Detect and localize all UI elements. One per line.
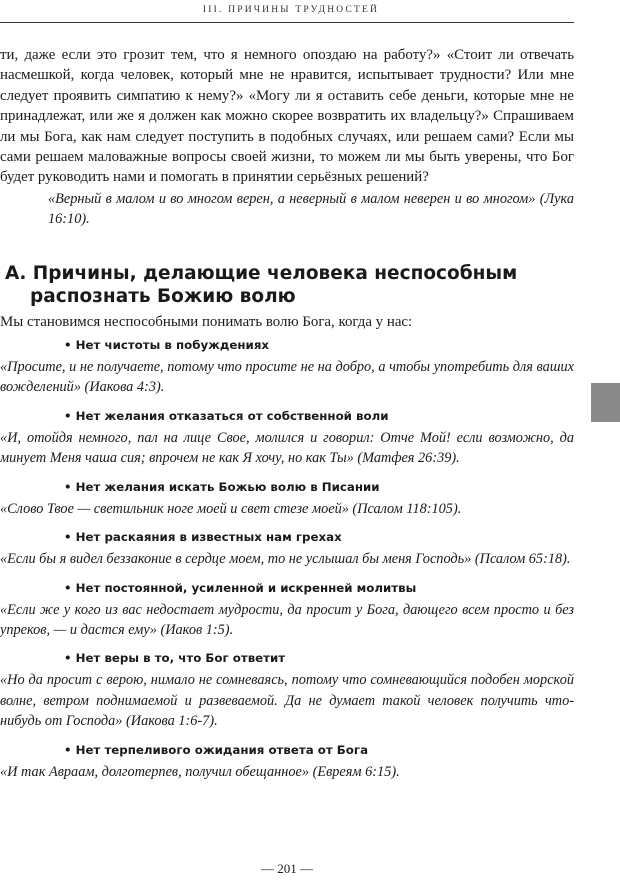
cause-quote: «И, отойдя немного, пал на лице Свое, молился и говорил: Отче Мой! если возможно, да минует Меня чаша сия; впрочем не как Я хочу, но как Ты» (Матфея 26:39). (0, 429, 574, 467)
cause-quote: «Слово Твое — светильник ноге моей и свет стезе моей» (Псалом 118:105). (0, 500, 462, 517)
page-number: — 201 — (261, 861, 313, 876)
intro-paragraph: ти, даже если это грозит тем, что я немного опоздаю на работу?» «Стоит ли отвечать насмешкой, когда человек, который мне не нравится, испытывает трудности? Или мне следует проявить симпатию к нему?» «Могу ли я оставить себе деньги, которые мне не принадлежат, или же я должен как можно скорее возвратить их владельцу?» Спрашиваем ли мы Бога, как нам следует поступить в подобных случаях, или решаем сами? Если мы сами решаем маловажные вопросы своей жизни, то можем ли мы быть уверены, что Бог будет руководить нами и помогать в принятии серьёзных решений? (0, 47, 574, 186)
cause-quote: «Если же у кого из вас недостает мудрости, да просит у Бога, дающего всем просто и без упреков, — и дастся ему» (Иаков 1:5). (0, 601, 574, 638)
header-rule (0, 22, 574, 23)
cause-item (0, 650, 574, 731)
cause-quote: «И так Авраам, долготерпев, получил обещанное» (Евреям 6:15). (0, 763, 400, 780)
cause-quote: «Просите, и не получаете, потому что просите не на добро, а чтобы употребить для ваших вожделений» (Иакова 4:3). (0, 359, 574, 396)
cause-quote: «Если бы я видел беззаконие в сердце моем, то не услышал бы меня Господь» (Псалом 65:18). (0, 551, 571, 568)
cause-title: • Нет желания искать Божью волю в Писании (64, 479, 380, 494)
cause-item (0, 742, 574, 782)
running-head: III. ПРИЧИНЫ ТРУДНОСТЕЙ (202, 5, 380, 15)
cause-title: • Нет чистоты в побуждениях (64, 338, 269, 353)
cause-title: • Нет постоянной, усиленной и искренней молитвы (64, 580, 417, 595)
cause-quote: «Но да просит с верою, нимало не сомневаясь, потому что сомневающийся подобен морской волне, ветром поднимаемой и развеваемой. Да не думает такой человек получить что-нибудь от Господа» (Иакова 1:6-7). (0, 672, 574, 730)
cause-item (0, 479, 574, 519)
cause-item (0, 408, 574, 469)
page-content (0, 45, 574, 782)
cause-title: • Нет желания отказаться от собственной воли (64, 408, 389, 423)
cause-item (0, 580, 574, 641)
cause-title: • Нет веры в то, что Бог ответит (64, 651, 286, 666)
cause-item (0, 337, 574, 398)
intro-quote: «Верный в малом и во многом верен, а неверный в малом неверен и во многом» (Лука 16:10). (48, 190, 574, 228)
section-lead: Мы становимся неспособными понимать волю Бога, когда у нас: (0, 313, 413, 330)
section-heading: А. Причины, делающие человека неспособным распознать Божию волю (5, 262, 518, 307)
cause-title: • Нет раскаяния в известных нам грехах (64, 530, 342, 545)
chapter-tab-marker (591, 383, 620, 422)
cause-title: • Нет терпеливого ожидания ответа от Бога (64, 742, 369, 757)
cause-item (0, 529, 574, 569)
